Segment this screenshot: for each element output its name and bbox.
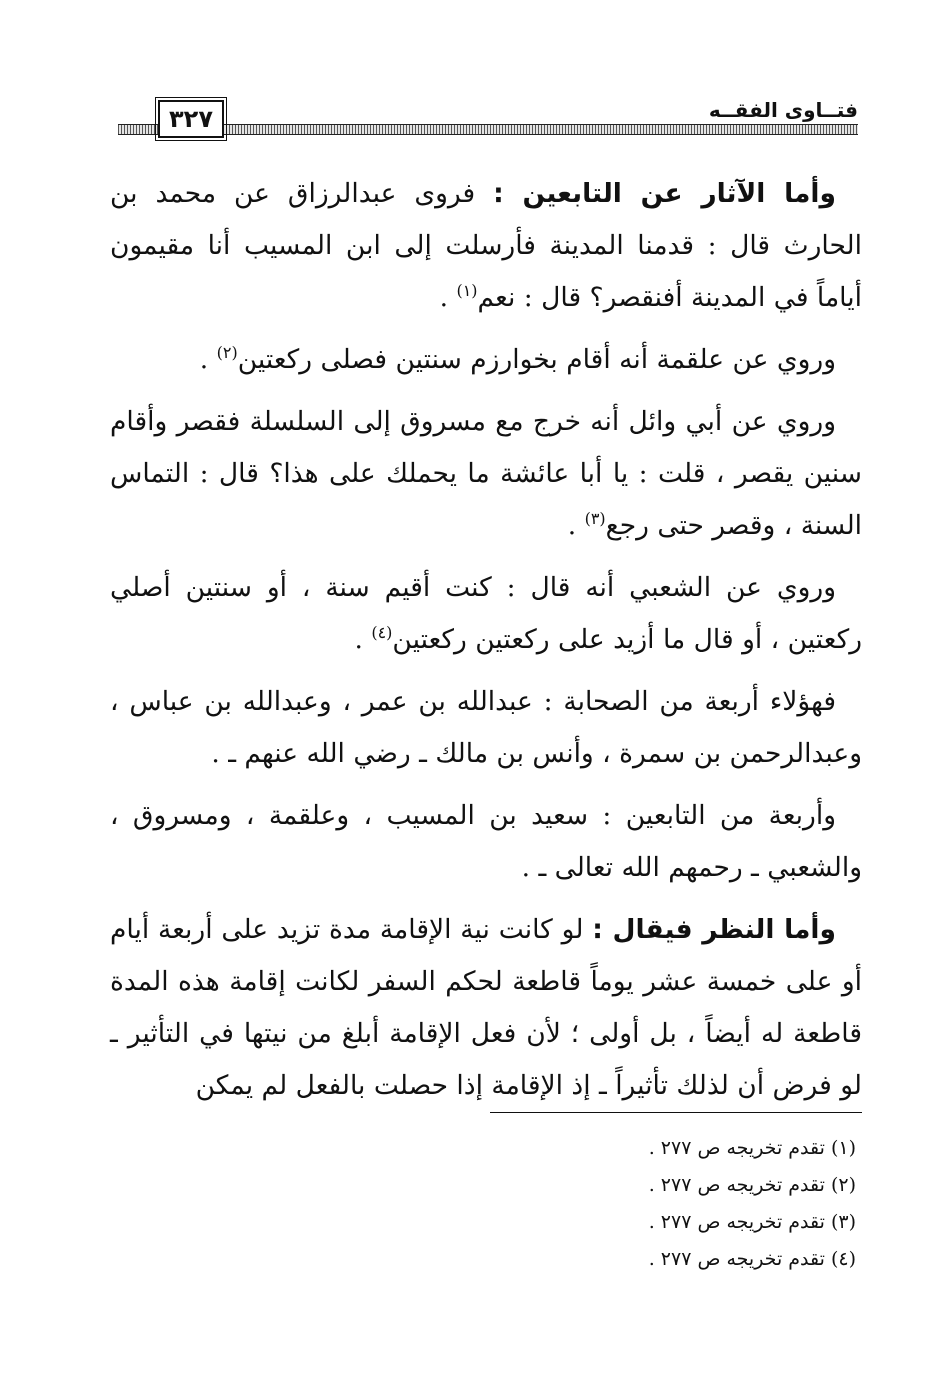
footnote: (٤) تقدم تخريجه ص ٢٧٧ . <box>648 1248 856 1270</box>
footnote-ref: (١) <box>456 281 478 301</box>
footnote-ref: (٤) <box>371 623 393 643</box>
paragraph-lead: وأما النظر فيقال : <box>592 914 836 945</box>
footnote-separator <box>490 1112 862 1113</box>
paragraph-tail: . <box>439 282 457 313</box>
paragraph <box>110 790 862 894</box>
paragraph <box>110 904 862 1112</box>
footnote: (٢) تقدم تخريجه ص ٢٧٧ . <box>648 1174 856 1196</box>
running-header <box>118 98 858 138</box>
paragraph-text: فروى عبدالرزاق عن محمد بن الحارث قال : قدمنا المدينة فأرسلت إلى ابن المسيب أنا مقيمون أياماً في المدينة أفنقصر؟ قال : نعم <box>110 178 862 313</box>
page-number: ٣٢٧ <box>158 100 224 138</box>
paragraph-tail: . <box>567 510 585 541</box>
paragraph-tail: . <box>354 624 372 655</box>
footnotes <box>450 1130 862 1278</box>
paragraph-lead: وأما الآثار عن التابعين : <box>493 178 836 209</box>
paragraph <box>110 562 862 666</box>
paragraph-text: وروي عن أبي وائل أنه خرج مع مسروق إلى السلسلة فقصر وأقام سنين يقصر ، قلت : يا أبا عائشة ما يحملك على هذا؟ قال : التماس السنة ، وقصر حتى رجع <box>110 406 862 541</box>
footnote: (١) تقدم تخريجه ص ٢٧٧ . <box>648 1137 856 1159</box>
header-decorative-band <box>118 124 858 135</box>
paragraph <box>110 676 862 780</box>
footnote-ref: (٣) <box>584 509 606 529</box>
paragraph-text: لو كانت نية الإقامة مدة تزيد على أربعة أيام أو على خمسة عشر يوماً قاطعة لحكم السفر لكانت إقامة هذه المدة قاطعة له أيضاً ، بل أولى ؛ لأن فعل الإقامة أبلغ من نيتها في التأثير ـ لو فرض أن لذلك تأثيراً ـ إذ الإقامة إذا حصلت بالفعل لم يمكن <box>110 914 862 1101</box>
paragraph <box>110 168 862 324</box>
main-text <box>110 168 862 1122</box>
paragraph <box>110 396 862 552</box>
book-title: فتــاوى الفقــه <box>708 98 858 122</box>
paragraph <box>110 334 862 386</box>
paragraph-text: وروي عن الشعبي أنه قال : كنت أقيم سنة ، أو سنتين أصلي ركعتين ، أو قال ما أزيد على ركعتين ركعتين <box>110 572 862 655</box>
paragraph-text: فهؤلاء أربعة من الصحابة : عبدالله بن عمر ، وعبدالله بن عباس ، وعبدالرحمن بن سمرة ، وأنس بن مالك ـ رضي الله عنهم ـ . <box>110 686 862 769</box>
paragraph-text: وأربعة من التابعين : سعيد بن المسيب ، وعلقمة ، ومسروق ، والشعبي ـ رحمهم الله تعالى ـ . <box>110 800 862 883</box>
paragraph-text: وروي عن علقمة أنه أقام بخوارزم سنتين فصلى ركعتين <box>237 344 836 375</box>
paragraph-tail: . <box>199 344 217 375</box>
footnote: (٣) تقدم تخريجه ص ٢٧٧ . <box>648 1211 856 1233</box>
footnote-ref: (٢) <box>216 343 238 363</box>
